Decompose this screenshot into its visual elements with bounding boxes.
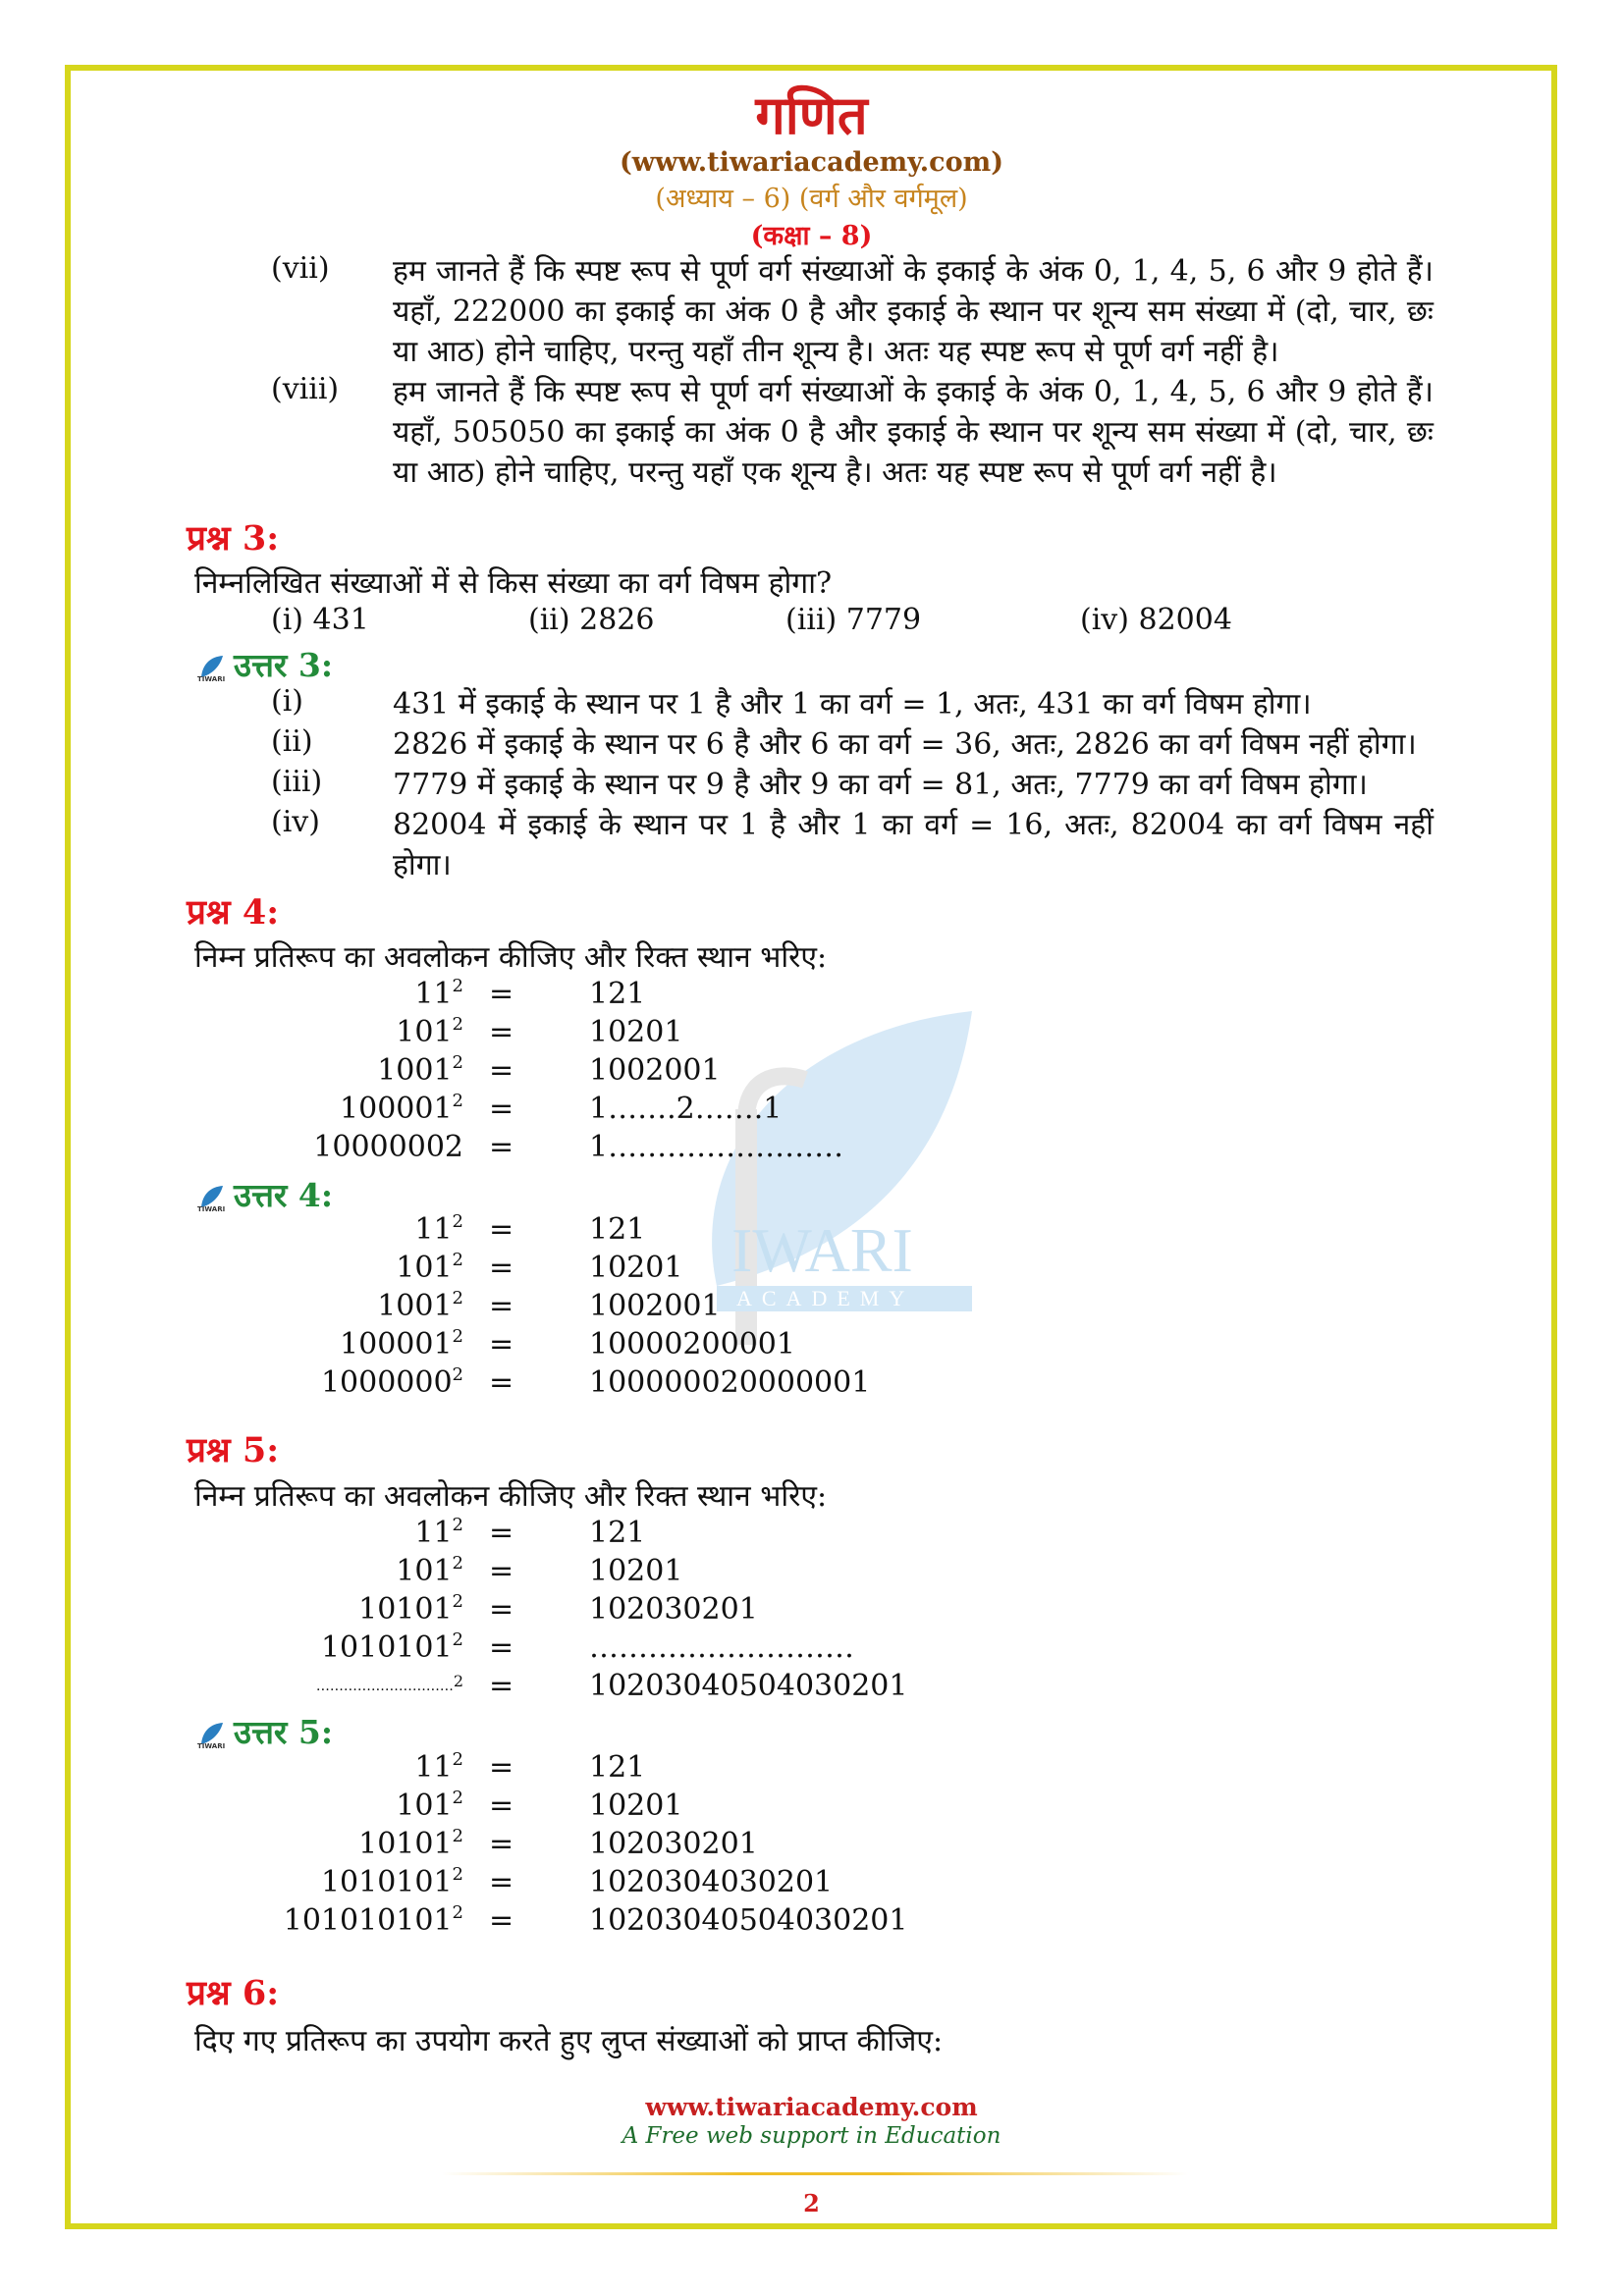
answer-item-number: (i): [271, 684, 304, 719]
question-3-option: (i) 431: [271, 603, 369, 637]
pattern-lhs: 10101$^2$: [358, 1826, 463, 1861]
pattern-lhs: 100001$^2$: [340, 1091, 463, 1126]
pattern-rhs: 10000200001: [589, 1327, 795, 1362]
pattern-rhs: 121: [589, 1750, 646, 1785]
question-4-heading: प्रश्न 4:: [187, 892, 280, 933]
pattern-rhs: 1020304030201: [589, 1865, 834, 1899]
pattern-lhs: 10000002: [313, 1130, 463, 1164]
pattern-rhs: 1……………………: [589, 1130, 844, 1164]
pattern-equals: =: [489, 1053, 514, 1088]
question-5-heading: प्रश्न 5:: [187, 1430, 280, 1470]
pattern-lhs: $101^2$: [396, 1788, 463, 1823]
pattern-equals: =: [489, 1903, 514, 1938]
watermark-text: IWARI: [731, 1215, 913, 1285]
pattern-equals: =: [489, 1630, 514, 1665]
answer-item-text: 7779 में इकाई के स्थान पर 9 है और 9 का वर्ग = 81, अतः, 7779 का वर्ग विषम होगा।: [393, 768, 1368, 802]
pattern-rhs: 1002001: [589, 1053, 721, 1088]
answer-5-heading: [196, 1709, 333, 1753]
answer-4-heading: [196, 1172, 333, 1216]
pattern-lhs: …………………………$^2$: [315, 1672, 463, 1694]
intro-item-text: हम जानते हैं कि स्पष्ट रूप से पूर्ण वर्ग संख्याओं के इकाई के अंक 0, 1, 4, 5, 6 और 9 होते हैं। यहाँ, 505050 का इकाई का अंक 0 है और इकाई के स्थान पर शून्य सम संख्या में (दो, चार, छः या आठ) होने चाहिए, परन्तु यहाँ एक शून्य है। अतः यह स्पष्ट रूप से पूर्ण वर्ग नहीं है।: [393, 375, 1434, 490]
svg-text:TIWARI: TIWARI: [197, 1742, 226, 1749]
footer-tagline: A Free web support in Education: [622, 2123, 1001, 2149]
question-3-option: (iii) 7779: [785, 603, 922, 637]
pattern-equals: =: [489, 1365, 514, 1400]
pattern-equals: =: [489, 1669, 514, 1703]
page-title: गणित: [755, 83, 868, 146]
question-6-heading: प्रश्न 6:: [187, 1973, 280, 2013]
svg-text:TIWARI: TIWARI: [197, 675, 226, 682]
pattern-rhs: 10201: [589, 1789, 683, 1823]
intro-item-number: (vii): [271, 251, 330, 286]
answer-item-number: (iv): [271, 805, 320, 839]
pattern-rhs: 102030201: [589, 1592, 758, 1627]
question-3-text: निम्नलिखित संख्याओं में से किस संख्या का वर्ग विषम होगा?: [194, 566, 833, 601]
pattern-lhs: $11^2$: [414, 1211, 463, 1247]
question-3-heading: प्रश्न 3:: [187, 518, 280, 559]
pattern-lhs: $101^2$: [396, 1250, 463, 1285]
question-3-option: (ii) 2826: [528, 603, 655, 637]
answer-item-text: 431 में इकाई के स्थान पर 1 है और 1 का वर्ग = 1, अतः, 431 का वर्ग विषम होगा।: [393, 687, 1312, 721]
question-6-text: दिए गए प्रतिरूप का उपयोग करते हुए लुप्त संख्याओं को प्राप्त कीजिए:: [194, 2024, 944, 2058]
pattern-lhs: 101010101$^2$: [283, 1902, 463, 1938]
pattern-equals: =: [489, 1789, 514, 1823]
pattern-lhs: $11^2$: [414, 976, 463, 1011]
pattern-lhs: 1001$^2$: [377, 1052, 463, 1088]
pattern-equals: =: [489, 977, 514, 1011]
watermark-subtext: ACADEMY: [736, 1286, 915, 1310]
pattern-rhs: 121: [589, 977, 646, 1011]
pattern-lhs: $11^2$: [414, 1515, 463, 1550]
answer-4-label: उत्तर 4:: [234, 1176, 334, 1214]
question-4-text: निम्न प्रतिरूप का अवलोकन कीजिए और रिक्त स्थान भरिए:: [194, 940, 828, 975]
pattern-lhs: 1000000$^2$: [320, 1364, 463, 1400]
pattern-equals: =: [489, 1827, 514, 1861]
pattern-lhs: $11^2$: [414, 1749, 463, 1785]
pattern-lhs: 1010101$^2$: [320, 1629, 463, 1665]
pattern-lhs: 10101$^2$: [358, 1591, 463, 1627]
chapter-subtitle: (अध्याय – 6) (वर्ग और वर्गमूल): [655, 184, 968, 214]
pattern-rhs: 10201: [589, 1554, 683, 1588]
pattern-equals: =: [489, 1251, 514, 1285]
pattern-equals: =: [489, 1750, 514, 1785]
pattern-equals: =: [489, 1015, 514, 1049]
pattern-lhs: $101^2$: [396, 1553, 463, 1588]
pattern-rhs: 121: [589, 1212, 646, 1247]
pattern-equals: =: [489, 1092, 514, 1126]
pattern-rhs: 102030201: [589, 1827, 758, 1861]
answer-item-number: (ii): [271, 724, 313, 759]
pattern-rhs: 1002001: [589, 1289, 721, 1323]
pattern-lhs: 1001$^2$: [377, 1288, 463, 1323]
pattern-rhs: 121: [589, 1516, 646, 1550]
pattern-rhs: 100000020000001: [589, 1365, 871, 1400]
answer-item-text: 2826 में इकाई के स्थान पर 6 है और 6 का वर्ग = 36, अतः, 2826 का वर्ग विषम नहीं होगा।: [393, 727, 1417, 762]
pattern-lhs: 100001$^2$: [340, 1326, 463, 1362]
footer-divider: [442, 2172, 1188, 2175]
footer-website: www.tiwariacademy.com: [645, 2093, 978, 2121]
quill-icon: [196, 653, 226, 682]
pattern-equals: =: [489, 1289, 514, 1323]
pattern-lhs: 1010101$^2$: [320, 1864, 463, 1899]
header-website: (www.tiwariacademy.com): [620, 147, 1003, 178]
page-number: 2: [803, 2189, 820, 2217]
pattern-rhs: 10203040504030201: [589, 1669, 908, 1703]
pattern-rhs: ………………………: [589, 1630, 854, 1665]
answer-5-label: उत्तर 5:: [234, 1713, 334, 1751]
answer-item-number: (iii): [271, 765, 323, 799]
answer-3-label: उत्तर 3:: [234, 646, 334, 684]
intro-item-text: हम जानते हैं कि स्पष्ट रूप से पूर्ण वर्ग संख्याओं के इकाई के अंक 0, 1, 4, 5, 6 और 9 होते हैं। यहाँ, 222000 का इकाई का अंक 0 है और इकाई के स्थान पर शून्य सम संख्या में (दो, चार, छः या आठ) होने चाहिए, परन्तु यहाँ तीन शून्य है। अतः यह स्पष्ट रूप से पूर्ण वर्ग नहीं है।: [393, 254, 1434, 369]
pattern-equals: =: [489, 1327, 514, 1362]
pattern-equals: =: [489, 1516, 514, 1550]
quill-icon: [196, 1720, 226, 1749]
pattern-equals: =: [489, 1865, 514, 1899]
question-5-text: निम्न प्रतिरूप का अवलोकन कीजिए और रिक्त स्थान भरिए:: [194, 1479, 828, 1514]
pattern-equals: =: [489, 1554, 514, 1588]
answer-item-text: 82004 में इकाई के स्थान पर 1 है और 1 का वर्ग = 16, अतः, 82004 का वर्ग विषम नहीं होगा।: [393, 808, 1434, 882]
question-3-option: (iv) 82004: [1080, 603, 1232, 637]
intro-item-number: (viii): [271, 372, 340, 406]
pattern-lhs: $101^2$: [396, 1014, 463, 1049]
pattern-rhs: 10201: [589, 1251, 683, 1285]
answer-3-heading: [196, 642, 333, 686]
pattern-rhs: 1…….2…….1: [589, 1092, 783, 1126]
pattern-equals: =: [489, 1212, 514, 1247]
pattern-equals: =: [489, 1130, 514, 1164]
pattern-rhs: 10203040504030201: [589, 1903, 908, 1938]
pattern-rhs: 10201: [589, 1015, 683, 1049]
svg-text:TIWARI: TIWARI: [197, 1205, 226, 1212]
quill-icon: [196, 1183, 226, 1212]
class-label: (कक्षा – 8): [750, 221, 873, 251]
pattern-equals: =: [489, 1592, 514, 1627]
